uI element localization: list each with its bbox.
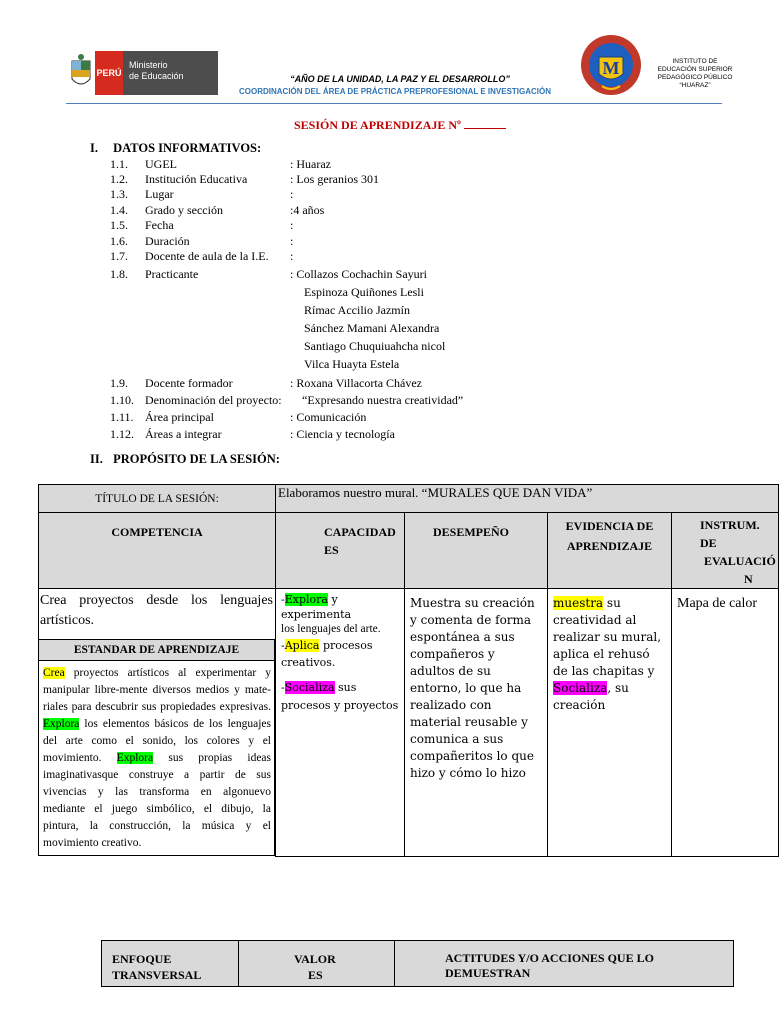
competencia-column xyxy=(39,589,276,857)
institute-line1: INSTITUTO DE xyxy=(672,58,718,65)
highlight-crea: Crea xyxy=(43,667,65,679)
practicante-name: Espinoza Quiñones Lesli xyxy=(304,285,424,299)
seal-letter: M xyxy=(602,58,620,78)
institute-seal-icon xyxy=(580,30,642,100)
section-heading-datos xyxy=(90,141,261,156)
titulo-value-cell xyxy=(276,485,779,513)
desempeno-cell: Muestra su creación y comenta de forma espontánea a sus compañeros y adultos de su entorno, lo que ha realizado con material reusable y comunica a sus compañeritos lo que hizo y cómo lo hizo xyxy=(405,589,548,857)
section-label: DATOS INFORMATIVOS: xyxy=(113,141,262,155)
evidencia-cell: muestra su creatividad al realizar su mural, aplica el rehusó de las chapitas y Socializa, su creación xyxy=(548,589,672,857)
highlight-explora: Explora xyxy=(43,718,80,730)
enfoque-header: ENFOQUE TRANSVERSAL xyxy=(102,941,239,987)
institute-line4: “HUARAZ” xyxy=(679,82,711,89)
header-divider xyxy=(66,103,722,104)
practicante-name: Santiago Chuquiuahcha nicol xyxy=(304,339,446,353)
highlight-explora: Explora xyxy=(284,593,328,606)
institute-line3: PEDAGÓGICO PÚBLICO xyxy=(657,74,733,81)
section-heading-proposito xyxy=(90,452,280,467)
institute-line2: EDUCACIÓN SUPERIOR xyxy=(657,66,733,73)
section-number: II. xyxy=(90,452,103,466)
institute-name xyxy=(640,58,750,90)
proposito-table-wrap xyxy=(38,484,776,859)
evidencia-header: EVIDENCIA DE APRENDIZAJE xyxy=(548,513,672,589)
minedu-peru-label: PERÚ xyxy=(95,51,123,95)
highlight-socializa: Socializa xyxy=(284,681,335,694)
highlight-explora: Explora xyxy=(116,752,154,764)
coordination-heading: COORDINACIÓN DEL ÁREA DE PRÁCTICA PREPROFESIONAL E INVESTIGACIÓN xyxy=(238,87,552,96)
competencia-header: COMPETENCIA xyxy=(39,513,276,589)
peru-coat-of-arms-icon xyxy=(68,51,94,95)
minedu-line1: Ministerio xyxy=(129,60,168,70)
session-number-blank xyxy=(464,118,506,129)
highlight-aplica: Aplica xyxy=(284,639,320,652)
titulo-value: Elaboramos nuestro mural. “MURALES QUE DAN VIDA” xyxy=(278,485,593,500)
titulo-label: TÍTULO DE LA SESIÓN: xyxy=(95,492,219,505)
capacidades-cell: -Explora y experimenta los lenguajes del arte. -Aplica procesos creativos. -Socializa sus procesos y proyectos xyxy=(276,589,405,857)
desempeno-header: DESEMPEÑO xyxy=(405,513,548,589)
instrumento-cell: Mapa de calor xyxy=(672,589,779,857)
competencia-text: Crea proyectos desde los lenguajes artísticos. xyxy=(40,593,273,628)
section-number: I. xyxy=(90,141,98,155)
practicante-name: Rímac Accilio Jazmín xyxy=(304,303,410,317)
session-title-text: SESIÓN DE APRENDIZAJE Nº xyxy=(294,118,461,132)
practicante-name: Sánchez Mamani Alexandra xyxy=(304,321,440,335)
minedu-line2: de Educación xyxy=(129,71,184,81)
session-title xyxy=(280,118,520,133)
highlight-muestra: muestra xyxy=(553,596,604,610)
estandar-text: Crea proyectos artísticos al experimentar y manipular libre-mente diversos medios y mate- riales para descubrir sus propiedades expresivas. Explora los elementos básicos de los lenguajes del arte como el sonido, los colores y el movimiento. Explora sus propias ideas imaginativasque construye a partir de sus vivencias y las transforma en algonuevo mediante el juego simbólico, el dibujo, la pintura, la construcción, la música y el movimiento creativo. xyxy=(39,661,275,856)
enfoque-table xyxy=(101,940,734,987)
estandar-header: ESTANDAR DE APRENDIZAJE xyxy=(39,639,275,661)
titulo-label-cell xyxy=(39,485,276,513)
highlight-socializa: Socializa xyxy=(553,681,608,695)
actitudes-header: ACTITUDES Y/O ACCIONES QUE LO DEMUESTRAN xyxy=(395,941,734,987)
proposito-table xyxy=(38,484,779,857)
instrumento-header: INSTRUM. DE EVALUACIÓ N xyxy=(672,513,779,589)
section-label: PROPÓSITO DE LA SESIÓN: xyxy=(113,452,280,466)
valores-header: VALOR ES xyxy=(239,941,395,987)
practicantes-list xyxy=(304,283,445,373)
minedu-logo xyxy=(66,47,218,99)
year-motto: “AÑO DE LA UNIDAD, LA PAZ Y EL DESARROLLO” xyxy=(290,74,510,84)
capacidades-header: CAPACIDAD ES xyxy=(276,513,405,589)
practicante-name: Vilca Huayta Estela xyxy=(304,357,400,371)
